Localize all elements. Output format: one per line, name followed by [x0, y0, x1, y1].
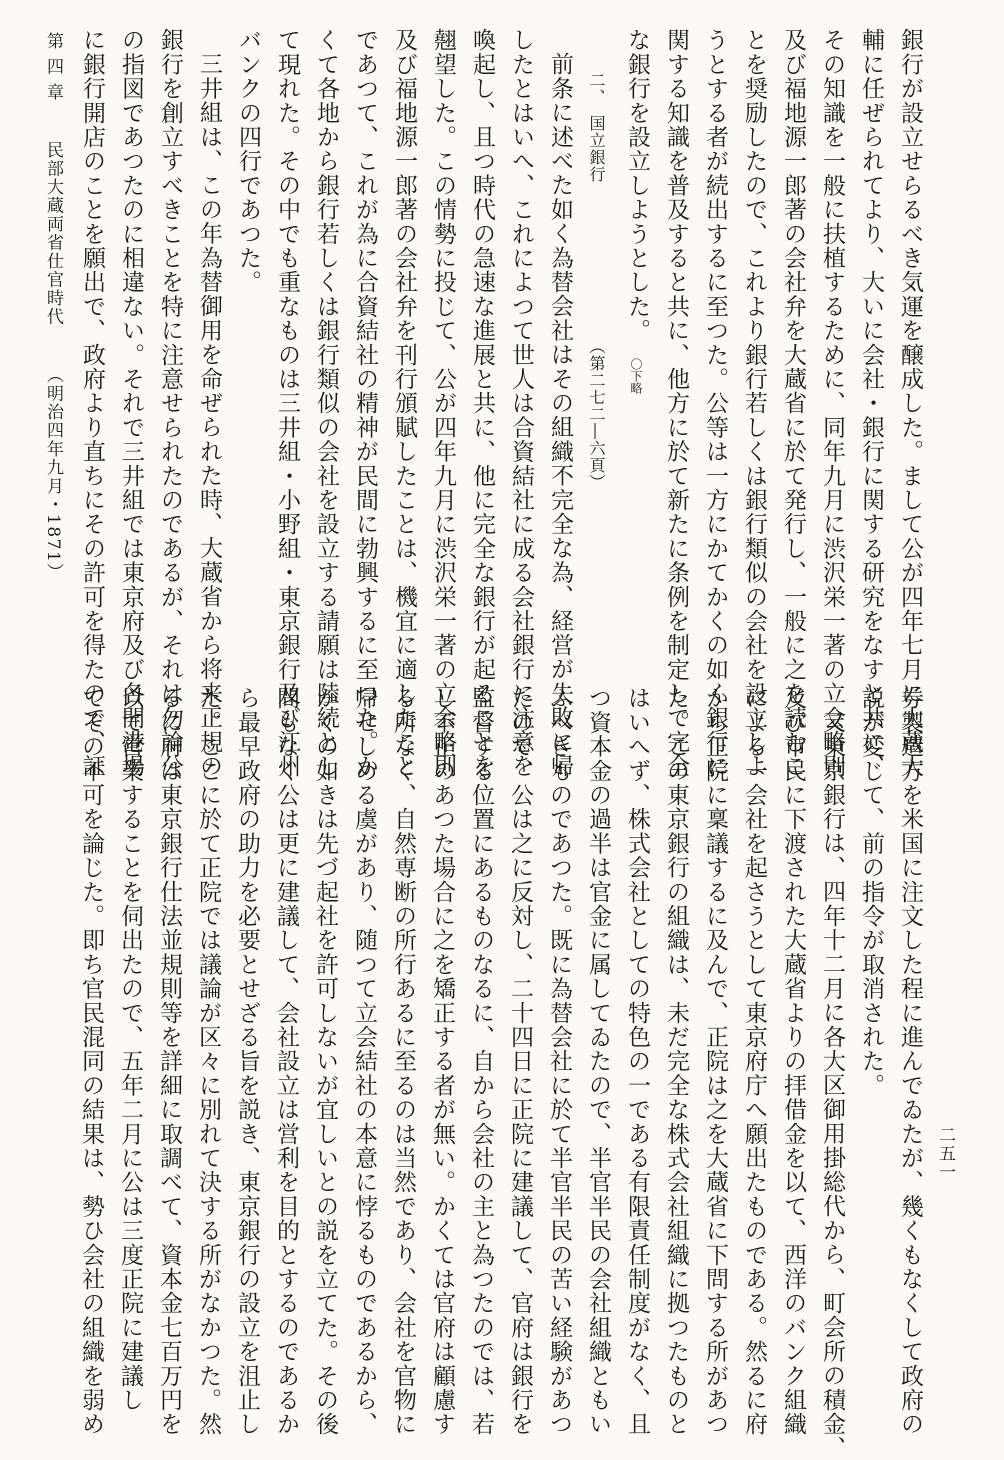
- upper-line-15: であつて、これが為に合資結社の精神が民間に勃興するに至つた。か: [352, 28, 378, 779]
- lower-line-2: 説が変じて、前の指令が取消された。: [858, 686, 884, 1098]
- upper-line-2: 輔に任ぜられてより、大いに会社・銀行に関する研究をなすと共に、: [858, 28, 884, 779]
- upper-line-1: 銀行が設立せらるべき気運を醸成した。まして公が四年七月に大蔵大: [897, 28, 923, 779]
- lower-line-21: 以て営業することを伺出たので、五年二月に公は三度正院に建議し: [117, 686, 143, 1412]
- upper-line-12: 喚起し、且つ時代の急速な進展と共に、他に完全な銀行が起ることを: [469, 28, 495, 779]
- upper-line-13: 翹望した。この情勢に投じて、公が四年九月に渋沢栄一著の立会略則: [430, 28, 456, 779]
- lower-line-6: から正院に稟議するに及んで、正院は之を大蔵省に下問する所があつ: [702, 686, 728, 1437]
- lower-line-7: た。この東京銀行の組織は、未だ完全な株式会社組織に拠つたものと: [663, 686, 689, 1437]
- running-head-chapter: 第 四 章: [43, 32, 63, 102]
- page-number: 二五一: [935, 1126, 955, 1182]
- upper-line-17: て現れた。その中でも重なものは三井組・小野組・東京銀行及び江州: [274, 28, 300, 779]
- lower-line-4: 及び市民に下渡された大蔵省よりの拝借金を以て、西洋のバンク組織: [780, 686, 806, 1437]
- lower-line-15: 帰せしめる虞があり、随つて立会結社の本意に悖るものであるから、: [351, 686, 377, 1437]
- lower-line-9: つ資本金の過半は官金に属してゐたので、半官半民の会社組織ともい: [585, 686, 611, 1437]
- upper-line-21: の指図であつたのに相違ない。それで三井組では東京府及び各開港場: [118, 28, 144, 779]
- upper-line-14: 及び福地源一郎著の会社弁を刊行頒賦したことは、機宜に適したこと: [391, 28, 417, 779]
- upper-line-19: 三井組は、この年為替御用を命ぜられた時、大蔵省から将来正規の: [196, 52, 222, 778]
- lower-line-1: 券製造方を米国に注文した程に進んでゐたが、幾くもなくして政府の: [897, 686, 923, 1437]
- upper-line-6: うとする者が続出するに至つた。公等は一方にかてかくの如く銀行に: [702, 28, 728, 779]
- lower-line-18: ら最早政府の助力を必要とせざる旨を説き、東京銀行の設立を沮止し: [234, 686, 260, 1437]
- upper-line-5: とを奨励したので、これより銀行若しくは銀行類似の会社を設立しよ: [741, 28, 767, 779]
- lower-line-13: し不正のあつた場合に之を矯正する者が無い。かくては官府は顧慮す: [429, 686, 455, 1437]
- lower-line-5: による一会社を起さうとして東京府庁へ願出たものである。然るに府: [741, 686, 767, 1437]
- lower-line-8: はいへず、株式会社としての特色の一である有限責任制度がなく、且: [624, 686, 650, 1437]
- upper-line-20: 銀行を創立すべきことを特に注意せられたのであるが、それは勿論公: [157, 28, 183, 779]
- lower-line-12: 監督する位置にあるものなるに、自から会社の主と為つたのでは、若: [468, 686, 494, 1437]
- lower-line-10: ふべきものであつた。既に為替会社に於て半官半民の苦い経験があつ: [546, 686, 572, 1437]
- section-page-ref: （第二七二―六頁）: [587, 338, 606, 491]
- upper-line-18: バンクの四行であつた。: [235, 28, 261, 295]
- upper-line-16: くて各地から銀行若しくは銀行類似の会社を設立する請願は陸続とし: [313, 28, 339, 779]
- upper-line-8: な銀行を設立しようとした。: [624, 28, 650, 343]
- upper-line-11: したとはいへ、これによつて世人は合資結社に成る会社銀行に注意を: [508, 28, 534, 779]
- lower-line-3: 又東京銀行は、四年十二月に各大区御用掛総代から、町会所の積金、: [819, 710, 845, 1460]
- running-head: [44, 32, 61, 582]
- upper-line-7: 関する知識を普及すると共に、他方に於て新たに条例を制定して完全: [663, 28, 689, 779]
- lower-line-20: るに府は東京銀行仕法並規則等を詳細に取調べて、資本金七百万円を: [156, 686, 182, 1437]
- lower-line-19: た。ここに於て正院では議論が区々に別れて決する所がなかつた。然: [195, 686, 221, 1437]
- lower-line-17: 間もなく公は更に建議して、会社設立は営利を目的とするのであるか: [273, 686, 299, 1437]
- lower-line-22: てその不可を論じた。即ち官民混同の結果は、勢ひ会社の組織を弱め: [78, 686, 104, 1437]
- upper-line-22: に銀行開店のことを願出で、政府より直ちにその許可を得たので、証: [79, 28, 105, 779]
- ellipsis-note: 〇下略: [629, 358, 643, 394]
- section-heading: 二、 国立銀行: [587, 72, 606, 183]
- upper-line-10: 前条に述べた如く為替会社はその組織不完全な為、経営が失敗に帰: [547, 52, 573, 778]
- upper-line-4: 及び福地源一郎著の会社弁を大蔵省に於て発行し、一般に之を読むこ: [780, 28, 806, 779]
- upper-line-3: その知識を一般に扶植するために、同年九月に渋沢栄一著の立会略則: [819, 28, 845, 779]
- lower-line-16: かくの如きは先づ起社を許可しないが宜しいとの説を立てた。その後: [312, 686, 338, 1437]
- lower-line-11: たので、公は之に反対し、二十四日に正院に建議して、官府は銀行を: [507, 686, 533, 1437]
- running-head-title: 民部大蔵両省仕官時代: [43, 141, 63, 327]
- running-head-period: （明治四年九月・1871）: [43, 366, 63, 583]
- lower-line-14: る所なく、自然専断の所行あるに至るのは当然であり、会社を官物に: [390, 686, 416, 1437]
